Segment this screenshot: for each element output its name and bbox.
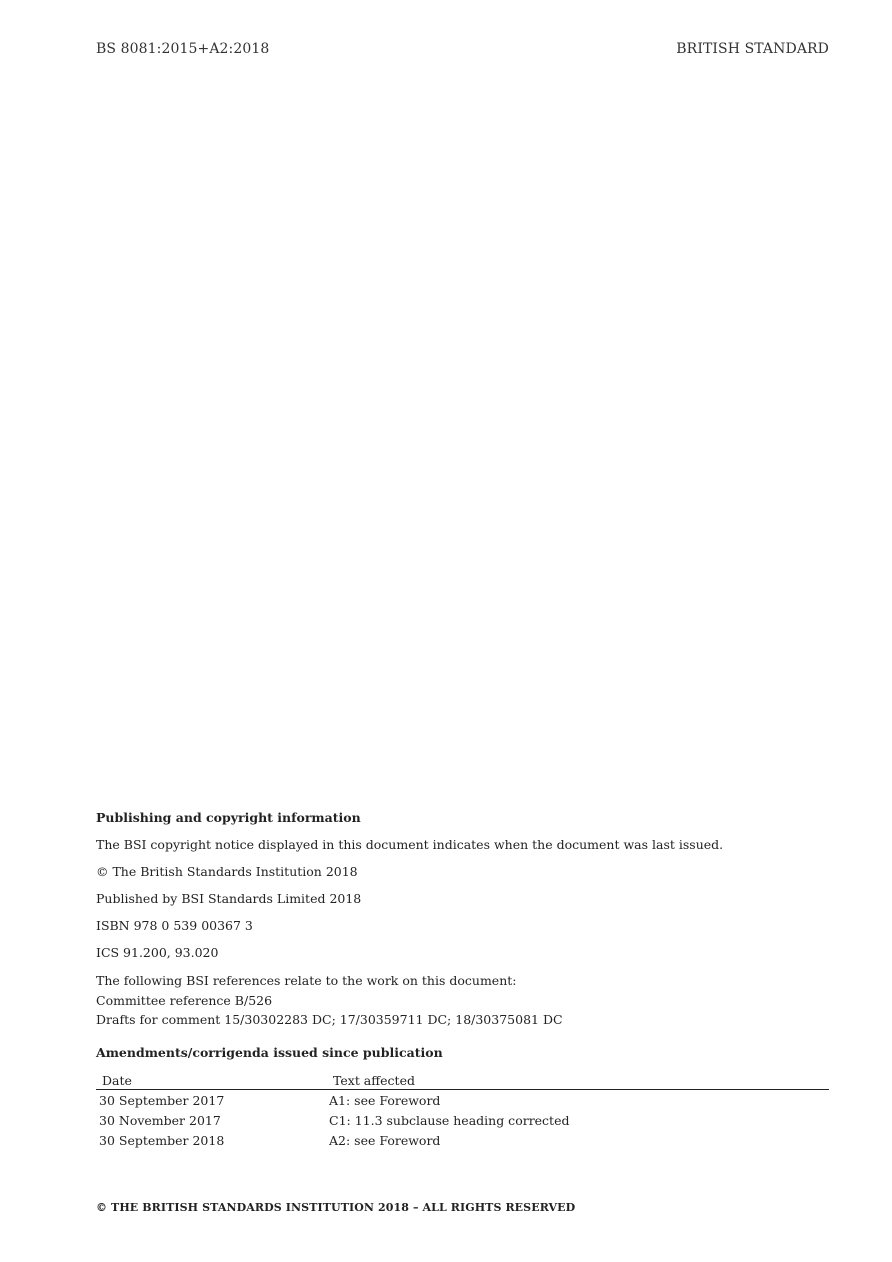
copyright-notice: The BSI copyright notice displayed in this document indicates when the document was last issued. (96, 837, 724, 852)
amendment-date: 30 September 2018 (99, 1132, 225, 1148)
amendment-date: 30 September 2017 (99, 1092, 225, 1108)
copyright-line: © The British Standards Institution 2018 (96, 864, 358, 879)
committee-reference: Committee reference B/526 (96, 992, 273, 1008)
table-row (96, 1110, 829, 1130)
amendment-text: A2: see Foreword (329, 1132, 441, 1148)
publishing-section (96, 809, 829, 1150)
table-row (96, 1130, 829, 1150)
column-header-text-affected: Text affected (327, 1071, 829, 1090)
table-row (96, 1089, 829, 1110)
table-header-row (96, 1071, 829, 1090)
amendments-table (96, 1071, 829, 1150)
page-footer: © THE BRITISH STANDARDS INSTITUTION 2018 – ALL RIGHTS RESERVED (96, 1201, 576, 1214)
bsi-references (96, 971, 829, 1030)
references-intro: The following BSI references relate to the work on this document: (96, 973, 517, 988)
publisher-line: Published by BSI Standards Limited 2018 (96, 891, 362, 906)
document-id: BS 8081:2015+A2:2018 (96, 41, 270, 57)
amendment-date: 30 November 2017 (99, 1112, 221, 1128)
drafts-for-comment: Drafts for comment 15/30302283 DC; 17/30359711 DC; 18/30375081 DC (96, 1012, 563, 1027)
amendments-heading: Amendments/corrigenda issued since publication (96, 1044, 443, 1060)
ics-line: ICS 91.200, 93.020 (96, 945, 219, 960)
standard-label: BRITISH STANDARD (676, 41, 829, 57)
publishing-heading: Publishing and copyright information (96, 810, 361, 825)
isbn-line: ISBN 978 0 539 00367 3 (96, 918, 253, 933)
column-header-date: Date (96, 1071, 327, 1090)
amendment-text: C1: 11.3 subclause heading corrected (329, 1112, 570, 1128)
amendment-text: A1: see Foreword (329, 1092, 441, 1108)
